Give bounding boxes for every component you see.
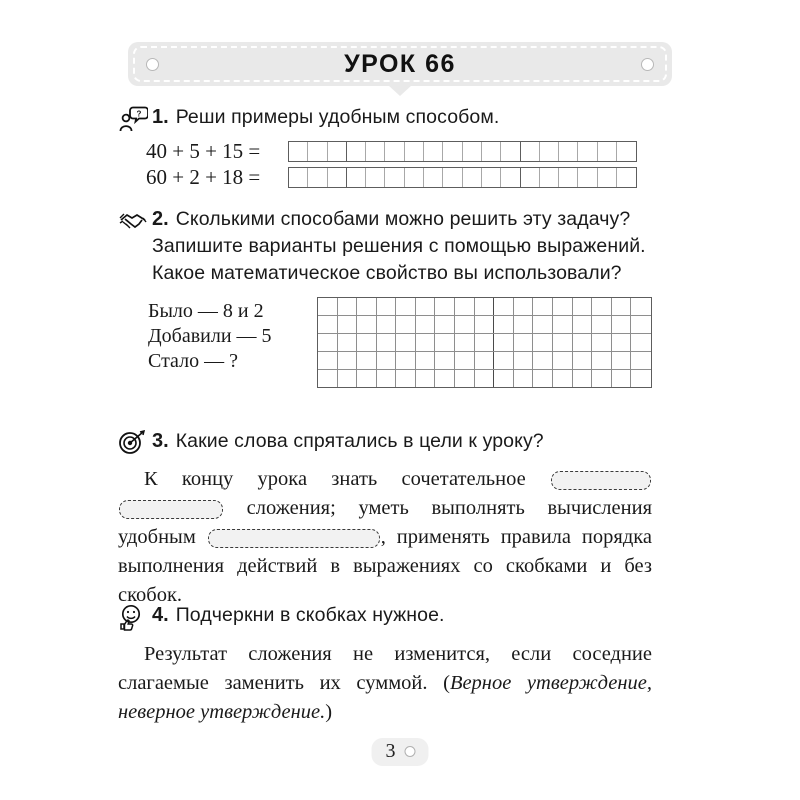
equation-row xyxy=(146,140,652,162)
lesson-banner xyxy=(128,42,672,86)
condition-line: Стало — ? xyxy=(148,350,238,372)
paragraph-part-3: , применять правила порядка выполнения действий в выражениях со скобками и без скобок. xyxy=(118,526,652,606)
task-4-prompt: Подчеркни в скобках нужное. xyxy=(175,604,445,626)
banner-pointer-icon xyxy=(388,85,412,96)
smiley-thumbsup-icon xyxy=(118,603,152,631)
page-footer xyxy=(372,738,429,766)
task-3-header xyxy=(118,428,652,457)
handshake-icon xyxy=(118,207,152,235)
statement-main: Результат сложения не изменится, если соседние слагаемые заменить их суммой. ( xyxy=(118,643,652,694)
task-1-prompt: Реши примеры удобным способом. xyxy=(175,106,500,128)
circle-left-icon xyxy=(146,58,159,71)
page-title: УРОК 66 xyxy=(344,49,456,78)
circle-icon xyxy=(405,746,416,757)
answer-cells-1[interactable] xyxy=(288,141,637,162)
task-3-number: 3. xyxy=(152,430,169,452)
equation-label: 40 + 5 + 15 = xyxy=(146,138,261,163)
task-2-answer-grid[interactable] xyxy=(317,297,652,388)
circle-right-icon xyxy=(641,58,654,71)
task-2-number: 2. xyxy=(152,208,169,230)
grid-row xyxy=(318,298,651,316)
answer-cells-2[interactable] xyxy=(288,167,637,188)
page-number: 3 xyxy=(385,740,396,762)
task-3-prompt: Какие слова спрятались в цели к уроку? xyxy=(175,430,544,452)
lesson-header xyxy=(128,42,672,86)
task-2-header xyxy=(118,206,652,287)
task-1-equations xyxy=(146,140,652,188)
task-1-header xyxy=(118,104,652,133)
target-icon xyxy=(118,429,152,457)
grid-row xyxy=(318,316,651,334)
task-4-statement xyxy=(118,640,652,727)
statement-options[interactable]: Верное утверждение, неверное утверждение. xyxy=(118,672,652,723)
person-question-icon xyxy=(118,105,152,133)
condition-line: Добавили — 5 xyxy=(148,325,272,347)
paragraph-part-2: сложения; уметь выполнять вычисления удобным xyxy=(118,497,653,548)
blank-2[interactable] xyxy=(119,500,223,519)
task-1-number: 1. xyxy=(152,106,169,128)
task-3 xyxy=(118,428,652,610)
task-4-header xyxy=(118,602,652,631)
task-2-work-area xyxy=(148,297,652,388)
task-4-prompt-line xyxy=(152,602,652,629)
task-3-paragraph xyxy=(118,465,652,610)
grid-row xyxy=(318,334,651,352)
svg-text:?: ? xyxy=(136,109,142,119)
grid-row xyxy=(318,352,651,370)
blank-3[interactable] xyxy=(208,529,380,548)
grid-row xyxy=(318,370,651,387)
statement-end: ) xyxy=(325,701,333,723)
task-3-prompt-line xyxy=(152,428,652,455)
equation-label: 60 + 2 + 18 = xyxy=(146,164,261,189)
task-2-conditions xyxy=(148,297,317,388)
task-4 xyxy=(118,602,652,727)
task-1-prompt-line xyxy=(152,104,652,131)
equation-row xyxy=(146,166,652,188)
condition-line: Было — 8 и 2 xyxy=(148,300,264,322)
task-2-prompt: Сколькими способами можно решить эту задачу? Запишите варианты решения с помощью выражений. Какое математическое свойство вы использовали? xyxy=(152,208,646,284)
paragraph-part-1: К концу урока знать сочетательное xyxy=(144,468,526,490)
task-1 xyxy=(118,104,652,192)
task-2 xyxy=(118,206,652,388)
task-4-number: 4. xyxy=(152,604,169,626)
task-2-prompt-line xyxy=(152,206,652,287)
blank-1[interactable] xyxy=(551,471,651,490)
